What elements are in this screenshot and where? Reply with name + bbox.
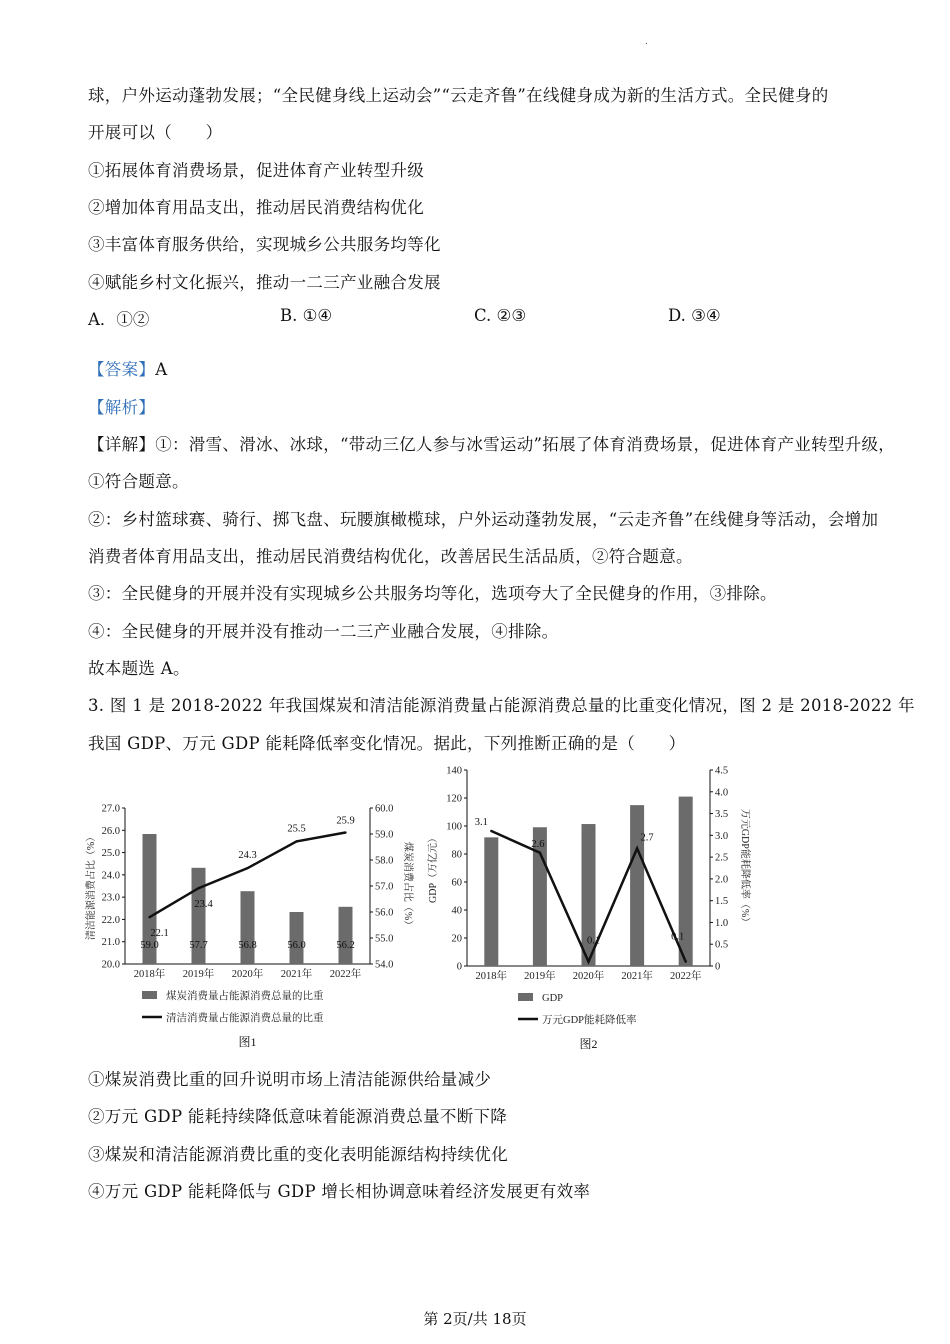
q3-statement-3: ③煤炭和清洁能源消费比重的变化表明能源结构持续优化 (88, 1145, 508, 1164)
legend-label-line: 万元GDP能耗降低率 (542, 1015, 637, 1026)
q3-stem-line1: 3. 图 1 是 2018-2022 年我国煤炭和清洁能源消费量占能源消费总量的比重变化情况，图 2 是 2018-2022 年 (88, 696, 915, 715)
y-tick-label-left: 26.0 (101, 825, 120, 837)
line-point (197, 887, 199, 889)
analysis-tag: 【解析】 (88, 398, 156, 417)
q2-option-b: B. ①④ (280, 306, 333, 325)
header-dot: . (645, 36, 648, 47)
line-data-label: 3.1 (474, 816, 488, 828)
y-tick-label-left: 80 (451, 849, 462, 861)
answer-value: A (155, 360, 168, 379)
detail-line-2: ①符合题意。 (88, 472, 189, 491)
y-tick-label-right: 55.0 (375, 933, 394, 945)
q3-statement-2: ②万元 GDP 能耗持续降低意味着能源消费总量不断下降 (88, 1107, 508, 1126)
y-axis-title-left: 清洁能源消费占比（%） (86, 831, 97, 941)
y-tick-label-right: 60.0 (375, 803, 394, 815)
y-tick-label-left: 23.0 (101, 892, 120, 904)
bar-data-label: 56.8 (238, 940, 257, 951)
y-tick-label-right: 4.5 (715, 765, 729, 777)
x-tick-label: 2018年 (133, 969, 166, 980)
figure-caption: 图2 (579, 1037, 598, 1051)
y-tick-label-left: 140 (446, 765, 462, 777)
x-tick-label: 2020年 (231, 969, 264, 980)
y-tick-label-left: 60 (451, 877, 462, 889)
detail-line-6: ④：全民健身的开展并没有推动一二三产业融合发展，④排除。 (88, 622, 559, 641)
line-point (246, 867, 248, 869)
line-point (685, 960, 687, 962)
y-tick-label-right: 3.5 (715, 809, 729, 821)
x-tick-label: 2019年 (182, 969, 215, 980)
line-data-label: 2.6 (531, 838, 545, 850)
q2-option-d: D. ③④ (668, 306, 721, 325)
line-data-label: 22.1 (150, 928, 169, 940)
y-tick-label-left: 27.0 (101, 803, 120, 815)
y-tick-label-right: 0 (715, 961, 721, 973)
y-tick-label-right: 4.0 (715, 787, 729, 799)
x-tick-label: 2021年 (280, 969, 313, 980)
y-tick-label-left: 0 (456, 961, 462, 973)
legend-swatch-bar (518, 993, 533, 1001)
y-tick-label-right: 0.5 (715, 939, 729, 951)
y-tick-label-right: 2.5 (715, 852, 729, 864)
bar (339, 907, 353, 964)
q2-statement-4: ④赋能乡村文化振兴，推动一二三产业融合发展 (88, 273, 441, 292)
detail-line-5: ③：全民健身的开展并没有实现城乡公共服务均等化，选项夸大了全民健身的作用，③排除。 (88, 584, 777, 603)
y-tick-label-left: 21.0 (101, 937, 120, 949)
line-data-label: 0.1 (671, 931, 685, 943)
x-tick-label: 2018年 (475, 971, 508, 982)
detail-line-4: 消费者体育用品支出，推动居民消费结构优化，改善居民生活品质，②符合题意。 (88, 547, 693, 566)
y-tick-label-right: 1.5 (715, 896, 729, 908)
y-tick-label-left: 20 (451, 933, 462, 945)
x-tick-label: 2022年 (329, 969, 362, 980)
answer-line (88, 356, 167, 380)
y-tick-label-right: 56.0 (375, 907, 394, 919)
y-tick-label-right: 54.0 (375, 959, 394, 971)
detail-line-7: 故本题选 A。 (88, 659, 190, 678)
line-point (295, 840, 297, 842)
y-tick-label-left: 100 (446, 821, 462, 833)
q3-statement-1: ①煤炭消费比重的回升说明市场上清洁能源供给量减少 (88, 1070, 492, 1089)
bar (484, 837, 498, 966)
answer-tag: 【答案】 (88, 360, 156, 379)
line-point (344, 831, 346, 833)
y-tick-label-left: 22.0 (101, 914, 120, 926)
x-tick-label: 2021年 (621, 971, 653, 982)
x-tick-label: 2022年 (669, 971, 702, 982)
line-data-label: 0.1 (586, 935, 601, 947)
chart-fig1 (80, 768, 413, 1058)
q2-stem-line1: 球，户外运动蓬勃发展；“全民健身线上运动会”“云走齐鲁”在线健身成为新的生活方式。全民健身的 (88, 86, 829, 105)
bar (630, 805, 644, 966)
detail-line-3: ②：乡村篮球赛、骑行、掷飞盘、玩腰旗橄榄球，户外运动蓬勃发展，“云走齐鲁”在线健身等活动，会增加 (88, 510, 879, 529)
y-tick-label-left: 120 (446, 793, 462, 805)
y-tick-label-right: 59.0 (375, 829, 394, 841)
line-data-label: 2.7 (640, 832, 654, 844)
legend-label-line: 清洁消费量占能源消费总量的比重 (166, 1013, 324, 1024)
q2-option-a: A．①② (88, 310, 150, 329)
x-tick-label: 2020年 (572, 971, 605, 982)
chart-fig2 (420, 758, 750, 1051)
bar-data-label: 57.7 (189, 940, 208, 951)
page-footer: 第 2页/共 18页 (423, 1310, 527, 1328)
y-tick-label-right: 57.0 (375, 881, 394, 893)
detail-line-1: 【详解】①：滑雪、滑冰、冰球，“带动三亿人参与冰雪运动”拓展了体育消费场景，促进体育产业转型升级， (88, 435, 896, 454)
y-tick-label-left: 24.0 (101, 870, 120, 882)
line-point (490, 830, 492, 832)
y-tick-label-right: 58.0 (375, 855, 394, 867)
y-tick-label-left: 20.0 (101, 959, 120, 971)
bar (241, 891, 255, 964)
line-data-label: 24.3 (238, 850, 257, 862)
y-axis-title-right: 煤炭消费占比（%） (402, 841, 413, 931)
line-data-label: 25.5 (287, 823, 306, 835)
line-data-label: 25.9 (336, 815, 355, 827)
legend-label-bar: GDP (542, 993, 564, 1004)
q3-statement-4: ④万元 GDP 能耗降低与 GDP 增长相协调意味着经济发展更有效率 (88, 1182, 591, 1201)
bar-data-label: 56.0 (287, 940, 306, 951)
y-axis-title-right: 万元GDP能耗降低率（%） (739, 808, 750, 928)
figure-caption: 图1 (238, 1035, 257, 1049)
line-point (539, 852, 541, 854)
legend-label-bar: 煤炭消费量占能源消费总量的比重 (166, 991, 324, 1002)
bar (290, 912, 304, 964)
legend-swatch-bar (142, 991, 157, 999)
q2-option-c: C. ②③ (474, 306, 527, 325)
q3-stem-line2: 我国 GDP、万元 GDP 能耗降低率变化情况。据此，下列推断正确的是（ ） (88, 734, 686, 753)
line-point (148, 916, 150, 918)
y-tick-label-right: 3.0 (715, 830, 729, 842)
q2-statement-1: ①拓展体育消费场景，促进体育产业转型升级 (88, 161, 424, 180)
y-tick-label-right: 1.0 (715, 917, 729, 929)
q2-stem-line2: 开展可以（ ） (88, 123, 223, 142)
line-point (636, 847, 638, 849)
line-point (587, 960, 589, 962)
line-data-label: 23.4 (194, 899, 213, 911)
y-tick-label-right: 2.0 (715, 874, 729, 886)
q2-statement-2: ②增加体育用品支出，推动居民消费结构优化 (88, 198, 424, 217)
bar-data-label: 59.0 (140, 940, 159, 951)
y-tick-label-left: 25.0 (101, 848, 120, 860)
y-axis-title-left: GDP（万亿元） (428, 832, 439, 904)
bar-data-label: 56.2 (336, 940, 355, 951)
q2-statement-3: ③丰富体育服务供给，实现城乡公共服务均等化 (88, 235, 441, 254)
y-tick-label-left: 40 (451, 905, 462, 917)
x-tick-label: 2019年 (524, 971, 556, 982)
